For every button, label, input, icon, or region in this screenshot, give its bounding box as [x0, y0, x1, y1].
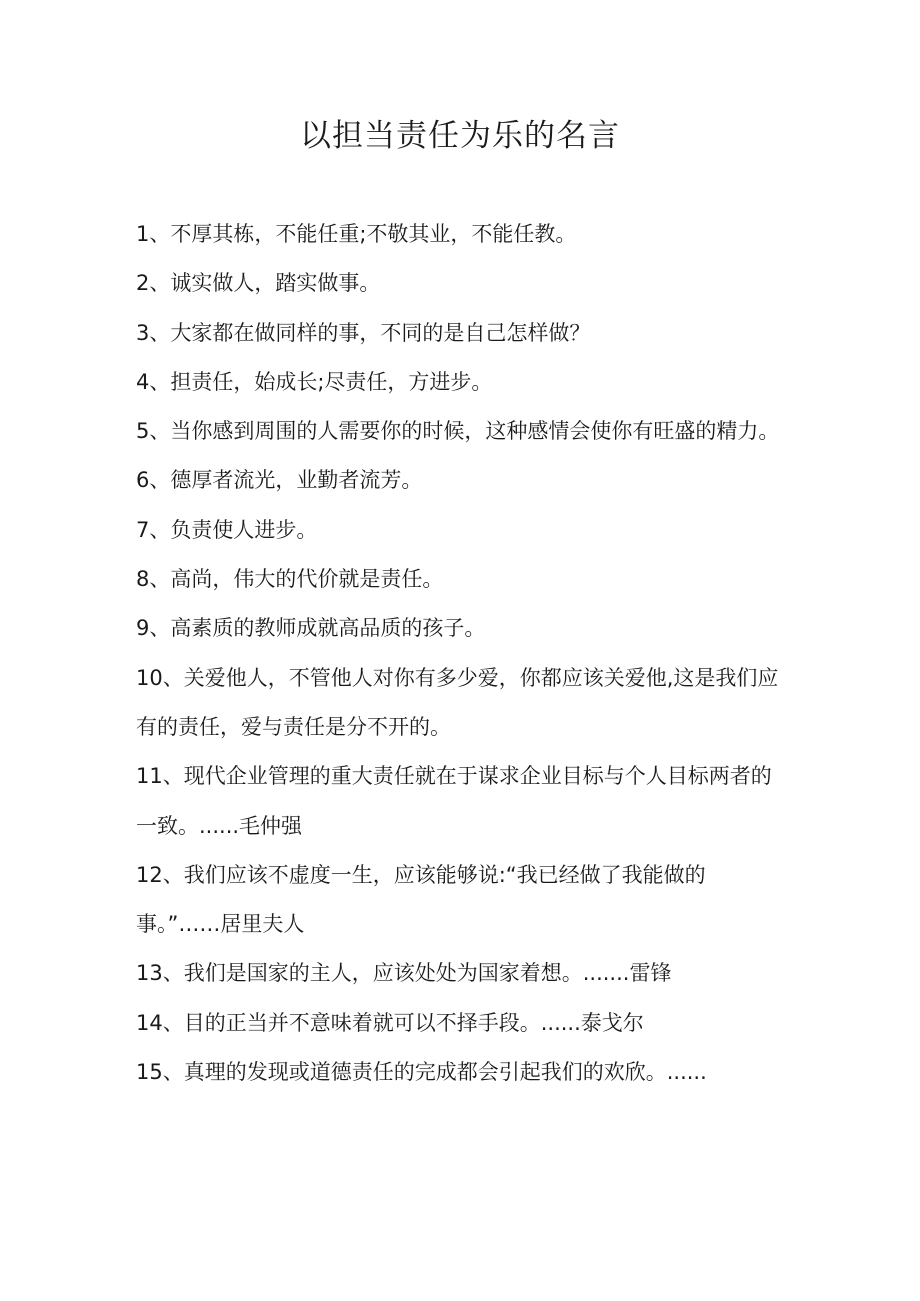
quote-text: 4、担责任，始成长;尽责任，方进步。 — [136, 369, 493, 394]
quote-text: 9、高素质的教师成就高品质的孩子。 — [136, 616, 486, 641]
quote-text: 7、负责使人进步。 — [136, 517, 318, 542]
page-title: 以担当责任为乐的名言 — [300, 118, 620, 154]
quote-item — [136, 851, 786, 950]
quote-item — [136, 604, 786, 653]
quote-item — [136, 999, 786, 1048]
quote-item — [136, 506, 786, 555]
quote-item — [136, 654, 786, 753]
quote-item — [136, 210, 786, 259]
quote-item — [136, 358, 786, 407]
quote-item — [136, 259, 786, 308]
quote-item — [136, 456, 786, 505]
quote-text: 8、高尚，伟大的代价就是责任。 — [136, 567, 444, 592]
quote-text: 1、不厚其栋，不能任重;不敬其业，不能任教。 — [136, 222, 577, 246]
quote-item — [136, 1048, 786, 1097]
quote-text: 5、当你感到周围的人需要你的时候，这种感情会使你有旺盛的精力。 — [136, 419, 780, 444]
quote-text: 11、现代企业管理的重大责任就在于谋求企业目标与个人目标两者的一致。......毛仲强 — [136, 764, 772, 838]
quote-list — [136, 210, 786, 1097]
quote-text: 10、关爱他人，不管他人对你有多少爱，你都应该关爱他,这是我们应有的责任，爱与责任是分不开的。 — [136, 665, 779, 739]
quote-item — [136, 309, 786, 358]
quote-text: 15、真理的发现或道德责任的完成都会引起我们的欢欣。...... — [136, 1060, 707, 1085]
quote-item — [136, 407, 786, 456]
quote-item — [136, 752, 786, 851]
quote-text: 2、诚实做人，踏实做事。 — [136, 271, 381, 296]
quote-text: 13、我们是国家的主人，应该处处为国家着想。.......雷锋 — [136, 961, 672, 986]
quote-text: 6、德厚者流光，业勤者流芳。 — [136, 468, 423, 493]
quote-item — [136, 949, 786, 998]
quote-text: 14、目的正当并不意味着就可以不择手段。......泰戈尔 — [136, 1010, 644, 1035]
quote-text: 3、大家都在做同样的事，不同的是自己怎样做？ — [136, 320, 591, 345]
quote-item — [136, 555, 786, 604]
quote-text: 12、我们应该不虚度一生，应该能够说:“我已经做了我能做的事。”……居里夫人 — [136, 862, 706, 937]
